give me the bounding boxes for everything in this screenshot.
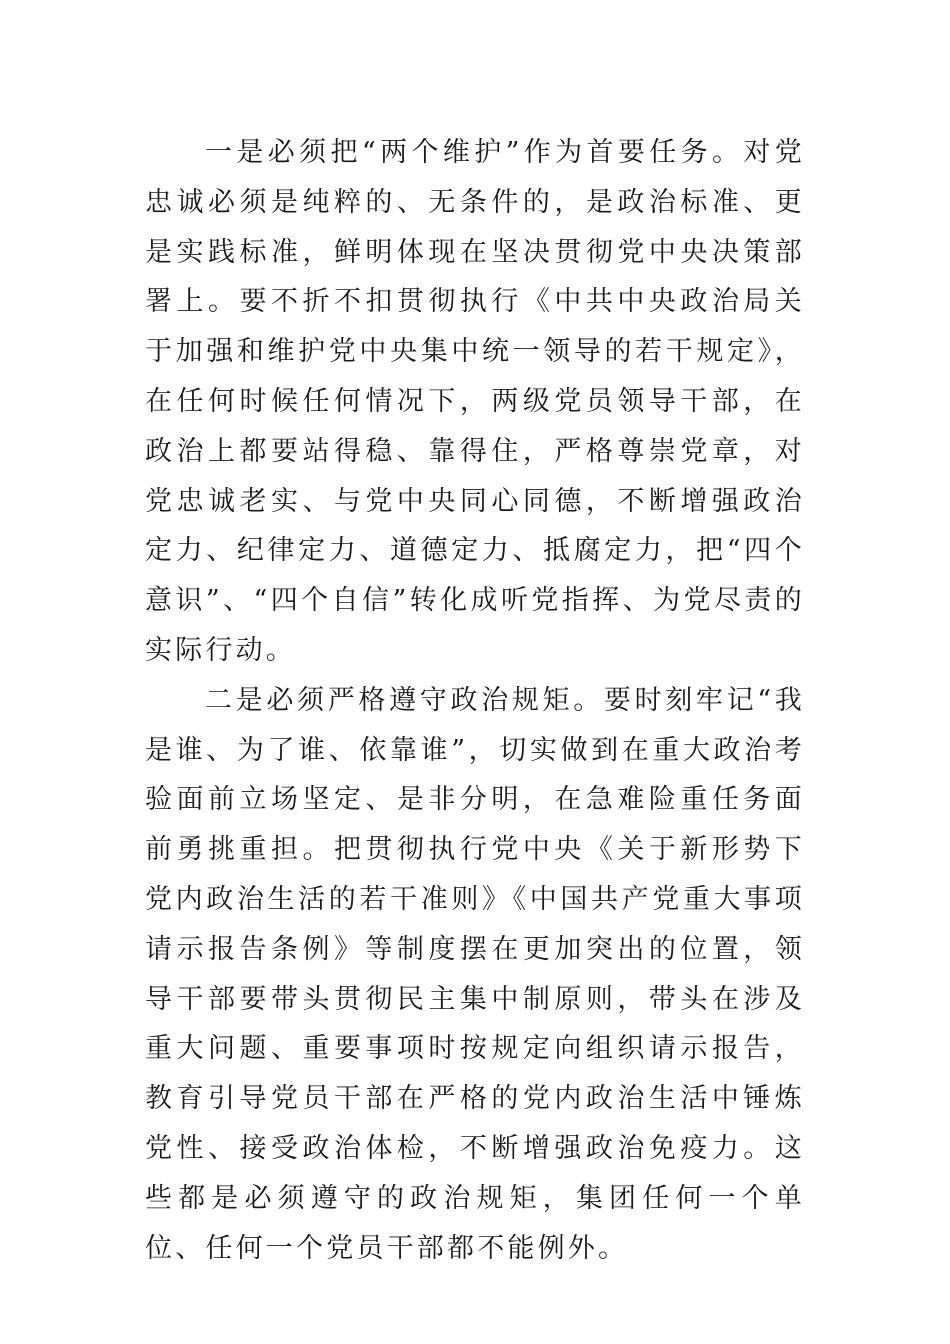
paragraph-two-safeguards: 一是必须把“两个维护”作为首要任务。对党忠诚必须是纯粹的、无条件的，是政治标准、更是实践标准，鲜明体现在坚决贯彻党中央决策部署上。要不折不扣贯彻执行《中共中央政治局关于加强和维护党中央集中统一领导的若干规定》，在任何时候任何情况下，两级党员领导干部，在政治上都要站得稳、靠得住，严格尊崇党章，对党忠诚老实、与党中央同心同德，不断增强政治定力、纪律定力、道德定力、抵腐定力，把“四个意识”、“四个自信”转化成听党指挥、为党尽责的实际行动。 <box>145 137 805 666</box>
paragraph-political-rules: 二是必须严格遵守政治规矩。要时刻牢记“我是谁、为了谁、依靠谁”，切实做到在重大政治考验面前立场坚定、是非分明，在急难险重任务面前勇挑重担。把贯彻执行党中央《关于新形势下党内政治生活的若干准则》《中国共产党重大事项请示报告条例》等制度摆在更加突出的位置，领导干部要带头贯彻民主集中制原则，带头在涉及重大问题、重要事项时按规定向组织请示报告，教育引导党员干部在严格的党内政治生活中锤炼党性、接受政治体检，不断增强政治免疫力。这些都是必须遵守的政治规矩，集团任何一个单位、任何一个党员干部都不能例外。 <box>145 684 805 1264</box>
document-body <box>145 128 805 1273</box>
